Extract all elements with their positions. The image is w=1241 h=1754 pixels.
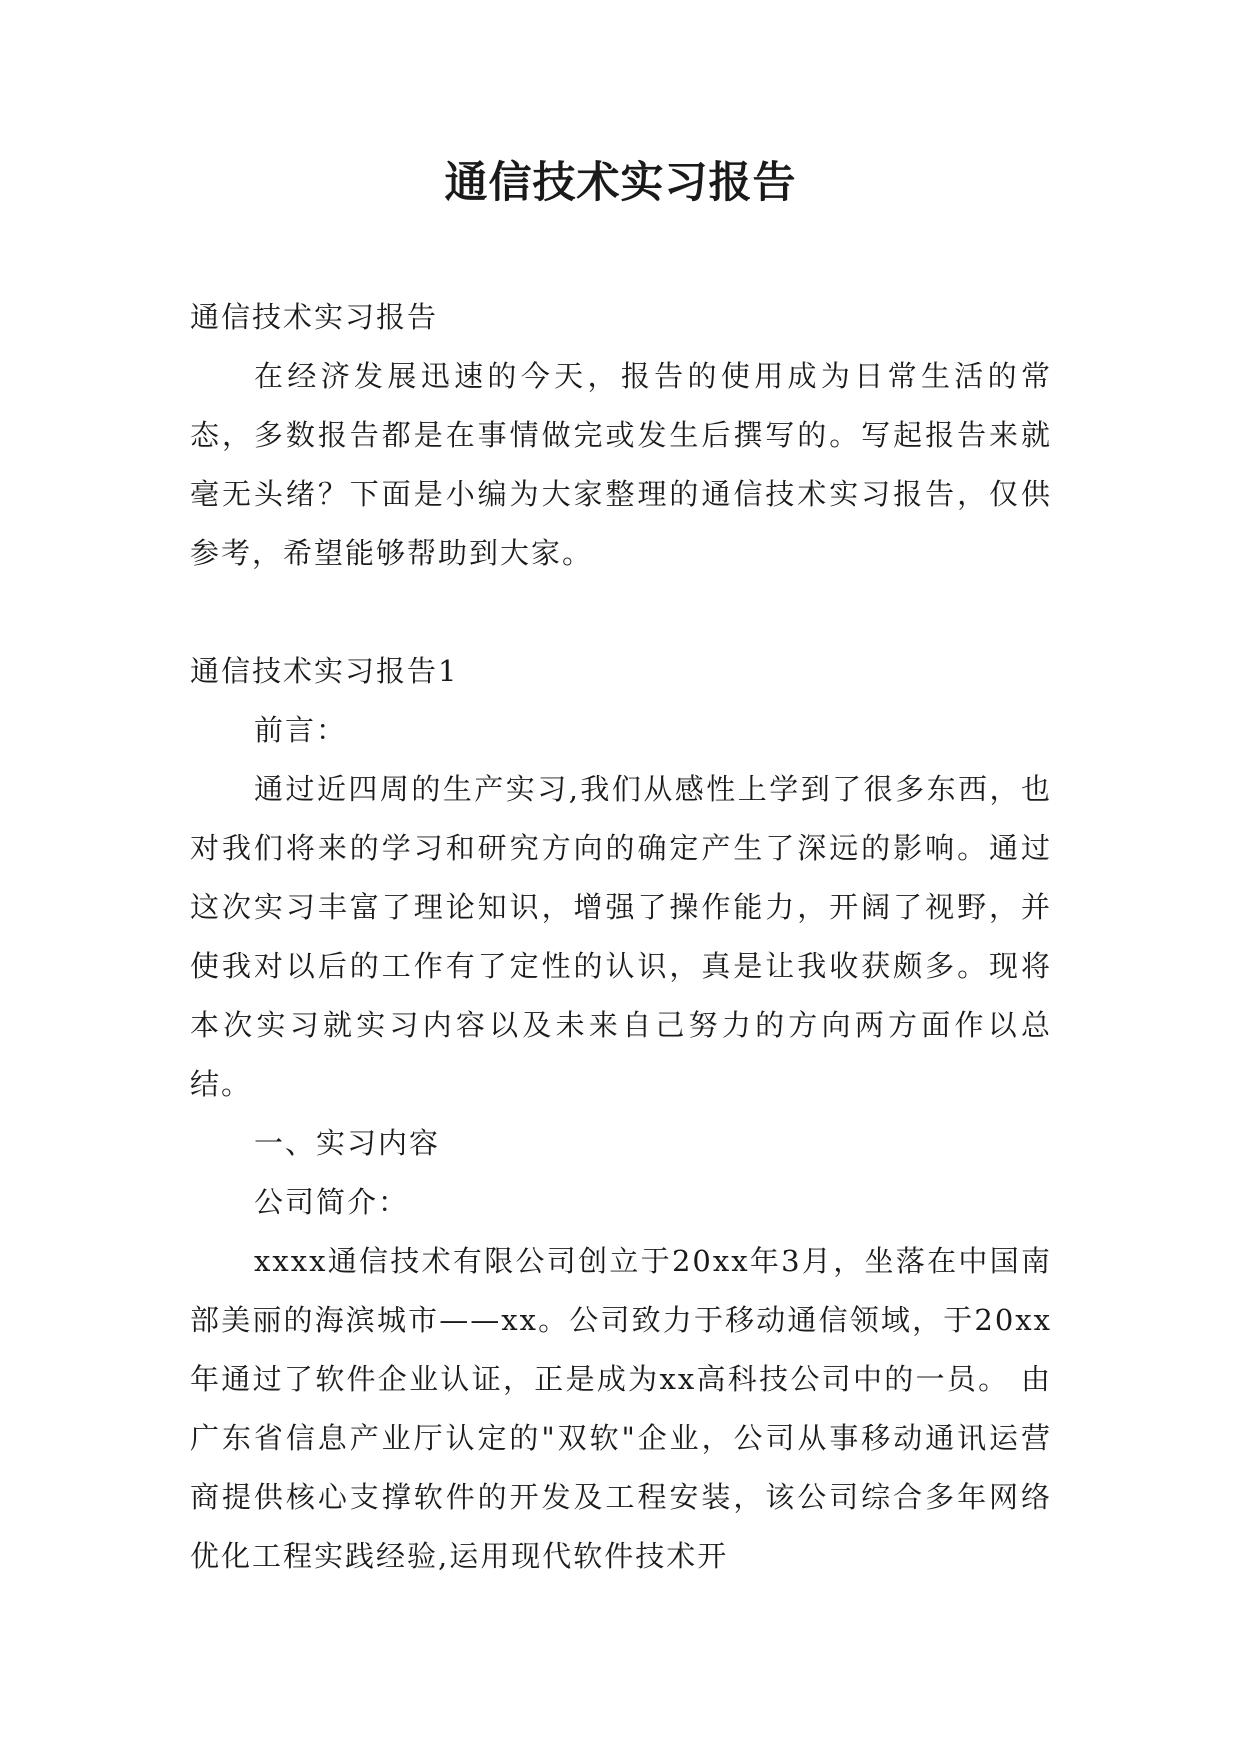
paragraph-spacer [190,583,1052,642]
preface-label: 前言： [254,713,348,747]
part-heading: 一、实习内容 [254,1126,441,1160]
section-heading: 通信技术实习报告1 [190,654,459,688]
document-title: 通信技术实习报告 [444,158,797,208]
subtitle: 通信技术实习报告 [190,300,439,334]
document-body [190,288,1052,1586]
intro-paragraph: 在经济发展迅速的今天，报告的使用成为日常生活的常态，多数报告都是在事情做完或发生后撰写的。写起报告来就毫无头绪？下面是小编为大家整理的通信技术实习报告，仅供参考，希望能够帮助到大家。 [190,359,1052,570]
company-label: 公司简介： [254,1185,410,1219]
company-paragraph: xxxx通信技术有限公司创立于20xx年3月，坐落在中国南部美丽的海滨城市——xx。公司致力于移动通信领域，于20xx年通过了软件企业认证，正是成为xx高科技公司中的一员。 由广东省信息产业厅认定的"双软"企业，公司从事移动通讯运营商提供核心支撑软件的开发及工程安装，该公司综合多年网络优化工程实践经验,运用现代软件技术开 [190,1244,1052,1573]
preface-paragraph: 通过近四周的生产实习,我们从感性上学到了很多东西，也对我们将来的学习和研究方向的确定产生了深远的影响。通过这次实习丰富了理论知识，增强了操作能力，开阔了视野，并使我对以后的工作有了定性的认识，真是让我收获颇多。现将本次实习就实习内容以及未来自己努力的方向两方面作以总结。 [190,772,1052,1101]
